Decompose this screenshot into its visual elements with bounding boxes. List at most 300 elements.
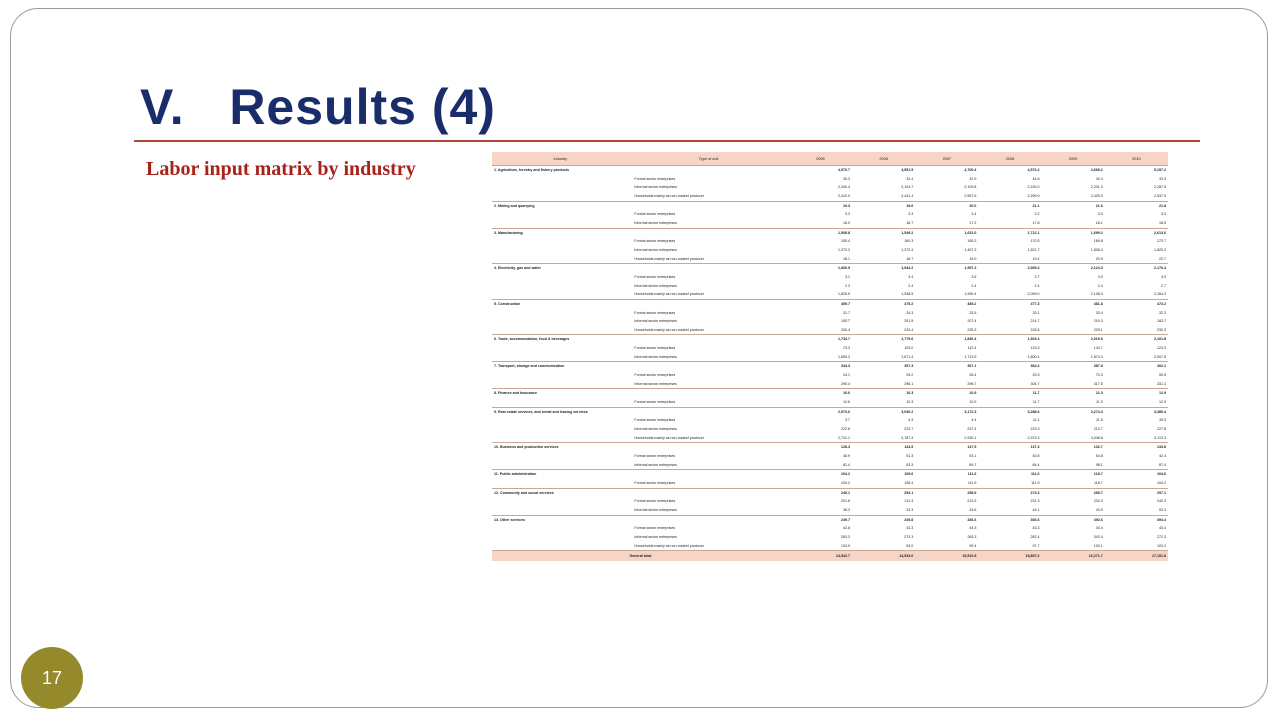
value-cell: 42.4 xyxy=(1159,454,1166,458)
labor-input-matrix-table xyxy=(492,152,1168,561)
value-cell: 367.1 xyxy=(915,362,978,371)
value-cell: 42.8 xyxy=(843,526,851,531)
industry-row xyxy=(492,201,1168,210)
page-number: 17 xyxy=(41,667,63,688)
value-cell: 2,230.0 xyxy=(1027,185,1040,190)
labor-input-table-container xyxy=(492,152,1168,698)
value-cell: 109.6 xyxy=(852,470,915,479)
value-cell: 3.3 xyxy=(845,212,851,217)
value-cell: 52.8 xyxy=(1032,454,1040,458)
total-label: General total xyxy=(492,551,789,562)
value-cell: 229.1 xyxy=(1093,327,1103,332)
value-cell: 183.7 xyxy=(1157,319,1166,324)
value-cell: 3.4 xyxy=(908,274,914,279)
industry-cell: 3. Manufacturing xyxy=(492,228,628,237)
value-cell: 475.2 xyxy=(852,299,915,308)
value-cell: 1,800.4 xyxy=(1027,354,1040,359)
value-cell: 227.8 xyxy=(1157,427,1166,432)
unit-type-row xyxy=(492,192,1168,201)
value-cell: 10.9 xyxy=(915,389,978,398)
value-cell: 2.4 xyxy=(1034,283,1040,288)
type-of-unit-cell xyxy=(628,488,788,497)
unit-type-row xyxy=(492,183,1168,192)
value-cell: 317.5 xyxy=(1093,381,1103,386)
value-cell: 223.7 xyxy=(904,427,914,432)
type-of-unit-cell: Formal sector enterprises xyxy=(634,526,676,531)
type-of-unit-cell xyxy=(628,201,788,210)
value-cell: 147.9 xyxy=(915,443,978,452)
header-year: 2010 xyxy=(1105,152,1168,166)
value-cell: 3,288.6 xyxy=(978,407,1041,416)
value-cell: 207.4 xyxy=(967,319,977,324)
industry-cell xyxy=(492,192,628,201)
value-cell: 19.0 xyxy=(969,256,977,261)
industry-cell xyxy=(492,183,628,192)
value-cell: 1,836.4 xyxy=(915,335,978,344)
value-cell: 173.7 xyxy=(1157,239,1166,244)
value-cell: 2,613.6 xyxy=(1105,228,1168,237)
value-cell: 20.6 xyxy=(915,201,978,210)
industry-cell: 11. Public administration xyxy=(492,470,628,479)
industry-cell xyxy=(492,461,628,470)
value-cell: 28.4 xyxy=(969,373,977,378)
total-cell: 14,542.7 xyxy=(789,551,852,562)
type-of-unit-cell: Formal sector enterprises xyxy=(634,418,676,423)
value-cell: 43.3 xyxy=(906,507,914,512)
industry-cell: 9. Real estate services, and rental and leasing services xyxy=(492,407,628,416)
total-cell: 14,933.6 xyxy=(852,551,915,562)
value-cell: 10.9 xyxy=(969,400,977,405)
industry-cell xyxy=(492,290,628,299)
value-cell: 31.7 xyxy=(843,310,851,315)
value-cell: 21.1 xyxy=(978,201,1041,210)
header-year: 2009 xyxy=(1042,152,1105,166)
value-cell: 43.3 xyxy=(906,526,914,531)
value-cell: 2,930.1 xyxy=(964,435,977,440)
value-cell: 273.3 xyxy=(978,488,1041,497)
value-cell: 3.1 xyxy=(845,274,851,279)
value-cell: 213.7 xyxy=(1093,427,1103,432)
value-cell: 11.3 xyxy=(1042,389,1105,398)
value-cell: 144.7 xyxy=(1093,346,1103,351)
type-of-unit-cell: Formal sector enterprises xyxy=(634,373,676,378)
industry-row xyxy=(492,228,1168,237)
value-cell: 123.3 xyxy=(1030,346,1040,351)
value-cell: 249.8 xyxy=(852,515,915,524)
value-cell: 243.4 xyxy=(904,327,914,332)
type-of-unit-cell: Informal sector enterprises xyxy=(634,319,677,324)
industry-row xyxy=(492,407,1168,416)
unit-type-row xyxy=(492,380,1168,389)
value-cell: 5,157.2 xyxy=(1105,166,1168,175)
industry-cell xyxy=(492,506,628,515)
value-cell: 223.9 xyxy=(1030,427,1040,432)
value-cell: 12.9 xyxy=(1105,389,1168,398)
industry-row xyxy=(492,264,1168,273)
unit-type-row xyxy=(492,309,1168,318)
value-cell: 133.8 xyxy=(1105,443,1168,452)
industry-cell xyxy=(492,542,628,551)
value-cell: 195.7 xyxy=(841,319,851,324)
type-of-unit-cell: Households mainly as non-market producer xyxy=(634,256,704,261)
value-cell: 32.4 xyxy=(906,176,914,181)
value-cell: 11.7 xyxy=(1032,400,1040,405)
value-cell: 1,779.6 xyxy=(852,335,915,344)
value-cell: 477.3 xyxy=(978,299,1041,308)
value-cell: 99.4 xyxy=(969,543,977,548)
type-of-unit-cell: Households mainly as non-market producer xyxy=(634,543,704,548)
value-cell: 1,874.3 xyxy=(1090,354,1103,359)
value-cell: 2,537.9 xyxy=(1154,193,1166,198)
type-of-unit-cell: Formal sector enterprises xyxy=(634,400,676,405)
value-cell: 331.3 xyxy=(1157,381,1166,386)
value-cell: 11.3 xyxy=(1095,400,1103,405)
value-cell: 20.9 xyxy=(1095,256,1103,261)
unit-type-row xyxy=(492,524,1168,533)
value-cell: 51.3 xyxy=(906,454,914,458)
value-cell: 10.3 xyxy=(906,400,914,405)
value-cell: 366.6 xyxy=(978,515,1041,524)
value-cell: 2,557.6 xyxy=(964,193,977,198)
value-cell: 39.3 xyxy=(1159,418,1166,423)
value-cell: 87.4 xyxy=(1159,462,1166,467)
type-of-unit-cell: Informal sector enterprises xyxy=(634,507,677,512)
value-cell: 83.3 xyxy=(906,462,914,467)
value-cell: 272.3 xyxy=(1157,534,1166,539)
value-cell: 3.7 xyxy=(1034,274,1040,279)
industry-cell: 1. Agriculture, forestry and fishery products xyxy=(492,166,628,175)
type-of-unit-cell xyxy=(628,228,788,237)
value-cell: 2,441.4 xyxy=(901,193,914,198)
value-cell: 2,109.8 xyxy=(964,185,977,190)
value-cell: 42.4 xyxy=(1095,176,1103,181)
value-cell: 289.7 xyxy=(1042,488,1105,497)
type-of-unit-cell xyxy=(628,335,788,344)
value-cell: 2,340.4 xyxy=(838,185,851,190)
table-total-row xyxy=(492,551,1168,562)
unit-type-row xyxy=(492,210,1168,219)
value-cell: 297.1 xyxy=(1105,488,1168,497)
value-cell: 44.6 xyxy=(1032,176,1040,181)
header-year: 2008 xyxy=(978,152,1041,166)
value-cell: 3.2 xyxy=(1034,212,1040,217)
value-cell: 111.6 xyxy=(915,470,978,479)
value-cell: 258.9 xyxy=(915,488,978,497)
value-cell: 160.3 xyxy=(904,239,914,244)
value-cell: 2,059.0 xyxy=(1027,292,1040,297)
value-cell: 392.6 xyxy=(1042,515,1105,524)
total-cell: 17,151.8 xyxy=(1105,551,1168,562)
value-cell: 43.3 xyxy=(1032,526,1040,531)
type-of-unit-cell: Informal sector enterprises xyxy=(634,283,677,288)
value-cell: 230.3 xyxy=(1157,327,1166,332)
value-cell: 11.8 xyxy=(1095,418,1103,423)
value-cell: 4.3 xyxy=(908,418,914,423)
value-cell: 1,944.2 xyxy=(852,264,915,273)
industry-cell xyxy=(492,371,628,380)
value-cell: 298.7 xyxy=(967,381,977,386)
value-cell: 2,164.3 xyxy=(1154,292,1166,297)
industry-row xyxy=(492,166,1168,175)
value-cell: 128.3 xyxy=(789,443,852,452)
header-year: 2005 xyxy=(789,152,852,166)
industry-row xyxy=(492,335,1168,344)
unit-type-row xyxy=(492,282,1168,291)
unit-type-row xyxy=(492,344,1168,353)
value-cell: 4,570.7 xyxy=(789,166,852,175)
industry-cell xyxy=(492,210,628,219)
industry-cell xyxy=(492,353,628,362)
value-cell: 3,113.3 xyxy=(1154,435,1166,440)
header-year: 2007 xyxy=(915,152,978,166)
value-cell: 1,549.2 xyxy=(852,228,915,237)
value-cell: 134.5 xyxy=(852,443,915,452)
slide-title: V. Results (4) xyxy=(140,79,496,135)
value-cell: 24.1 xyxy=(843,373,851,378)
industry-cell xyxy=(492,255,628,264)
value-cell: 165.3 xyxy=(967,239,977,244)
value-cell: 89.7 xyxy=(969,462,977,467)
type-of-unit-cell: Households mainly as non-market producer xyxy=(634,292,704,297)
type-of-unit-cell xyxy=(628,299,788,308)
industry-cell: 4. Electricity, gas and water xyxy=(492,264,628,273)
page-number-badge xyxy=(21,647,83,709)
value-cell: 70.3 xyxy=(1095,373,1103,378)
value-cell: 19.4 xyxy=(1032,256,1040,261)
value-cell: 4,551.5 xyxy=(852,166,915,175)
type-of-unit-cell: Informal sector enterprises xyxy=(634,462,677,467)
title-divider xyxy=(134,140,1200,142)
value-cell: 2,124.3 xyxy=(1042,264,1105,273)
value-cell: 11.1 xyxy=(1032,418,1040,423)
industry-cell xyxy=(492,317,628,326)
unit-type-row xyxy=(492,398,1168,407)
value-cell: 46.9 xyxy=(843,454,851,458)
value-cell: 73.3 xyxy=(843,346,851,351)
value-cell: 33.4 xyxy=(1095,310,1103,315)
industry-cell xyxy=(492,326,628,335)
value-cell: 283.3 xyxy=(967,534,977,539)
value-cell: 10.3 xyxy=(852,389,915,398)
value-cell: 1,659.3 xyxy=(838,354,851,359)
industry-cell xyxy=(492,434,628,443)
total-cell: 15,897.2 xyxy=(978,551,1041,562)
value-cell: 3.9 xyxy=(1161,274,1166,279)
unit-type-row xyxy=(492,353,1168,362)
unit-type-row xyxy=(492,371,1168,380)
value-cell: 18.1 xyxy=(843,256,851,261)
unit-type-row xyxy=(492,434,1168,443)
total-cell: 16,271.7 xyxy=(1042,551,1105,562)
value-cell: 230.4 xyxy=(841,327,851,332)
industry-cell: 7. Transport, storage and communication xyxy=(492,362,628,371)
header-year: 2006 xyxy=(852,152,915,166)
type-of-unit-cell xyxy=(628,166,788,175)
unit-type-row xyxy=(492,479,1168,488)
value-cell: 137.3 xyxy=(978,443,1041,452)
value-cell: 43.4 xyxy=(1159,526,1166,531)
industry-cell: 10. Business and production services xyxy=(492,443,628,452)
unit-type-row xyxy=(492,175,1168,184)
value-cell: 3,172.3 xyxy=(915,407,978,416)
value-cell: 2,104.7 xyxy=(901,185,914,190)
unit-type-row xyxy=(492,273,1168,282)
value-cell: 93.0 xyxy=(906,543,914,548)
table-header-row xyxy=(492,152,1168,166)
value-cell: 1,508.8 xyxy=(789,228,852,237)
industry-cell xyxy=(492,237,628,246)
industry-cell: 12. Community and social services xyxy=(492,488,628,497)
value-cell: 2,425.0 xyxy=(1090,193,1103,198)
value-cell: 214.7 xyxy=(1030,319,1040,324)
value-cell: 1,671.4 xyxy=(901,354,914,359)
value-cell: 53.3 xyxy=(1159,507,1166,512)
value-cell: 343.4 xyxy=(1093,534,1103,539)
type-of-unit-cell: Households mainly as non-market producer xyxy=(634,193,704,198)
value-cell: 240.3 xyxy=(1157,499,1166,504)
value-cell: 3.3 xyxy=(908,212,914,217)
value-cell: 234.3 xyxy=(1093,499,1103,504)
value-cell: 1,373.3 xyxy=(838,247,851,252)
value-cell: 33.5 xyxy=(969,310,977,315)
value-cell: 97.7 xyxy=(1032,543,1040,548)
unit-type-row xyxy=(492,219,1168,228)
industry-row xyxy=(492,470,1168,479)
value-cell: 3,048.8 xyxy=(1090,435,1103,440)
value-cell: 231.3 xyxy=(1030,499,1040,504)
value-cell: 273.3 xyxy=(904,534,914,539)
value-cell: 459.7 xyxy=(789,299,852,308)
value-cell: 16.0 xyxy=(843,220,851,225)
value-cell: 219.3 xyxy=(1093,319,1103,324)
unit-type-row xyxy=(492,255,1168,264)
type-of-unit-cell xyxy=(628,470,788,479)
industry-cell xyxy=(492,175,628,184)
value-cell: 118.7 xyxy=(1042,470,1105,479)
value-cell: 98.1 xyxy=(1095,462,1103,467)
value-cell: 2,741.1 xyxy=(838,435,851,440)
value-cell: 18.5 xyxy=(1159,220,1166,225)
value-cell: 11.7 xyxy=(978,389,1041,398)
value-cell: 21.6 xyxy=(1042,201,1105,210)
value-cell: 2,176.4 xyxy=(1105,264,1168,273)
value-cell: 50.5 xyxy=(1159,373,1166,378)
unit-type-row xyxy=(492,246,1168,255)
value-cell: 1,825.5 xyxy=(838,292,851,297)
value-cell: 2,973.3 xyxy=(1027,435,1040,440)
value-cell: 17.2 xyxy=(969,220,977,225)
industry-row xyxy=(492,443,1168,452)
industry-cell xyxy=(492,246,628,255)
value-cell: 1,734.7 xyxy=(789,335,852,344)
value-cell: 3.5 xyxy=(971,274,977,279)
unit-type-row xyxy=(492,425,1168,434)
value-cell: 43.4 xyxy=(1095,526,1103,531)
industry-cell xyxy=(492,416,628,425)
value-cell: 344.3 xyxy=(789,362,852,371)
industry-cell xyxy=(492,533,628,542)
type-of-unit-cell: Formal sector enterprises xyxy=(634,176,676,181)
value-cell: 1,825.2 xyxy=(1154,247,1166,252)
value-cell: 4,700.4 xyxy=(915,166,978,175)
industry-cell xyxy=(492,479,628,488)
industry-cell xyxy=(492,273,628,282)
value-cell: 2,101.8 xyxy=(1105,335,1168,344)
type-of-unit-cell xyxy=(628,264,788,273)
value-cell: 2,787.4 xyxy=(901,435,914,440)
value-cell: 104.2 xyxy=(841,480,851,485)
industry-row xyxy=(492,362,1168,371)
type-of-unit-cell: Formal sector enterprises xyxy=(634,239,676,244)
type-of-unit-cell: Informal sector enterprises xyxy=(634,427,677,432)
value-cell: 18.1 xyxy=(1095,220,1103,225)
type-of-unit-cell xyxy=(628,515,788,524)
value-cell: 3.3 xyxy=(1161,212,1166,217)
industry-cell xyxy=(492,524,628,533)
value-cell: 104.2 xyxy=(789,470,852,479)
type-of-unit-cell: Formal sector enterprises xyxy=(634,310,676,315)
value-cell: 201.8 xyxy=(841,499,851,504)
value-cell: 34.3 xyxy=(906,310,914,315)
value-cell: 211.3 xyxy=(904,499,914,504)
value-cell: 53.1 xyxy=(969,454,977,458)
type-of-unit-cell: Informal sector enterprises xyxy=(634,185,677,190)
value-cell: 54.8 xyxy=(1095,454,1103,458)
value-cell: 33.3 xyxy=(1159,176,1166,181)
value-cell: 394.4 xyxy=(1105,515,1168,524)
industry-cell xyxy=(492,452,628,461)
value-cell: 222.8 xyxy=(841,427,851,432)
value-cell: 17.8 xyxy=(1032,220,1040,225)
unit-type-row xyxy=(492,290,1168,299)
value-cell: 32.9 xyxy=(969,176,977,181)
value-cell: 32.3 xyxy=(1159,310,1166,315)
value-cell: 38.3 xyxy=(843,507,851,512)
value-cell: 43.9 xyxy=(1095,507,1103,512)
value-cell: 29.2 xyxy=(906,373,914,378)
value-cell: 263.3 xyxy=(841,534,851,539)
industry-cell: 6. Trade, accommodation, food & beverages xyxy=(492,335,628,344)
header-industry: Industry xyxy=(492,152,628,166)
industry-cell: 13. Other services xyxy=(492,515,628,524)
value-cell: 112.4 xyxy=(967,346,977,351)
value-cell: 22.7 xyxy=(1159,256,1166,261)
value-cell: 2,410.0 xyxy=(838,193,851,198)
type-of-unit-cell: Formal sector enterprises xyxy=(634,274,676,279)
value-cell: 473.2 xyxy=(1105,299,1168,308)
industry-cell xyxy=(492,219,628,228)
industry-cell xyxy=(492,380,628,389)
value-cell: 1,997.2 xyxy=(915,264,978,273)
header-type-of-unit: Type of unit xyxy=(628,152,788,166)
industry-cell xyxy=(492,425,628,434)
value-cell: 2,007.5 xyxy=(1154,354,1166,359)
value-cell: 30.3 xyxy=(843,176,851,181)
value-cell: 133.9 xyxy=(841,543,851,548)
value-cell: 108.4 xyxy=(904,480,914,485)
type-of-unit-cell: Formal sector enterprises xyxy=(634,454,676,458)
value-cell: 19.3 xyxy=(789,201,852,210)
type-of-unit-cell: Informal sector enterprises xyxy=(634,381,677,386)
value-cell: 4,573.2 xyxy=(978,166,1041,175)
type-of-unit-cell: Households mainly as non-market producer xyxy=(634,435,704,440)
value-cell: 21.8 xyxy=(1105,201,1168,210)
value-cell: 1,372.4 xyxy=(901,247,914,252)
type-of-unit-cell xyxy=(628,362,788,371)
value-cell: 81.4 xyxy=(843,462,851,467)
value-cell: 118.7 xyxy=(1093,480,1103,485)
value-cell: 254.1 xyxy=(852,488,915,497)
